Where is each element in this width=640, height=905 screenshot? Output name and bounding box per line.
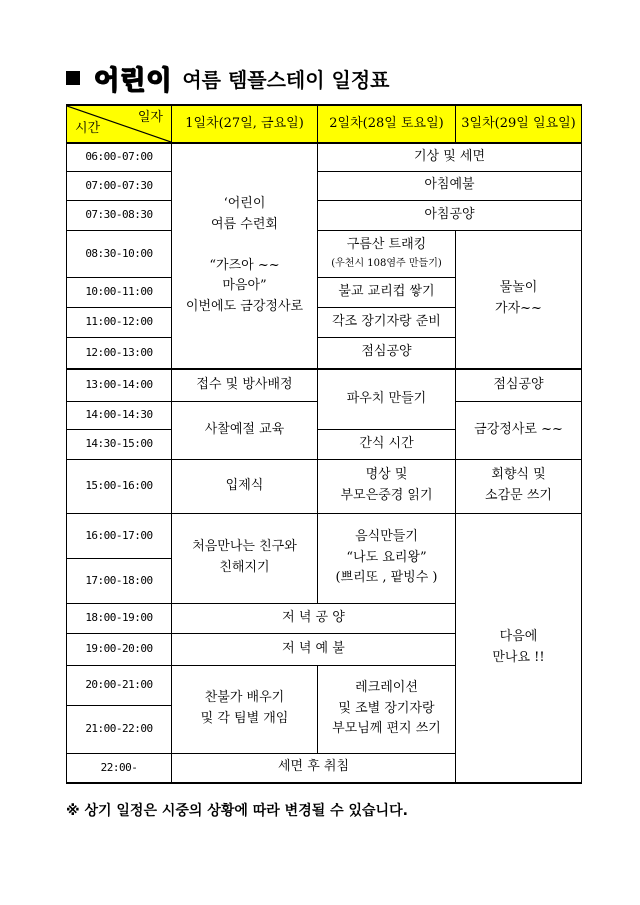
table-row	[67, 230, 582, 277]
header-row	[67, 105, 582, 143]
recreation-cell	[318, 665, 456, 753]
header-day1: 1일차(27일, 금요일)	[172, 105, 318, 143]
morning-yebul-cell: 아침예불	[318, 171, 582, 200]
square-bullet-icon	[66, 71, 80, 85]
friends-cell	[172, 513, 318, 603]
time-cell: 20:00-21:00	[67, 665, 172, 705]
cell-line: 구름산 트래킹	[346, 237, 427, 253]
header-day3: 3일차(29일 일요일)	[456, 105, 582, 143]
table-row	[67, 513, 582, 558]
chant-cell	[172, 665, 318, 753]
snack-cell: 간식 시간	[318, 429, 456, 459]
time-cell: 14:30-15:00	[67, 429, 172, 459]
cell-line: 및 조별 장기자랑	[338, 700, 435, 716]
cell-line: “나도 요리왕”	[346, 549, 427, 565]
cell-line: 부모은중경 읽기	[340, 488, 433, 503]
time-cell: 11:00-12:00	[67, 307, 172, 337]
corner-day-label: 일자	[137, 110, 163, 125]
time-cell: 13:00-14:00	[67, 369, 172, 401]
time-cell: 10:00-11:00	[67, 277, 172, 307]
table-row	[67, 200, 582, 230]
to-temple-cell: 금강정사로 ~~	[456, 401, 582, 459]
lunch-d3-cell: 점심공양	[456, 369, 582, 401]
schedule-table	[66, 104, 582, 784]
header-day2: 2일차(28일 토요일)	[318, 105, 456, 143]
time-cell: 22:00-	[67, 753, 172, 783]
cell-line: 물놀이	[499, 280, 538, 296]
page-title	[66, 58, 390, 98]
breakfast-cell: 아침공양	[318, 200, 582, 230]
cell-note: (우천시 108염주 만들기)	[331, 257, 442, 269]
time-cell: 18:00-19:00	[67, 603, 172, 633]
cell-line: ‘어린이	[223, 196, 266, 211]
time-cell: 15:00-16:00	[67, 459, 172, 513]
cell-line: 레크레이션	[355, 679, 418, 695]
cell-line: 마음아”	[222, 278, 267, 294]
pouch-cell: 파우치 만들기	[318, 369, 456, 429]
entry-cell: 입제식	[172, 459, 318, 513]
time-cell: 21:00-22:00	[67, 705, 172, 753]
time-cell: 07:30-08:30	[67, 200, 172, 230]
cell-line: 찬불가 배우기	[204, 690, 285, 706]
cell-line: 및 각 팀별 개임	[200, 711, 289, 726]
cell-line: 처음만나는 친구와	[192, 539, 297, 555]
title-text: 여름 템플스테이 일정표	[182, 67, 390, 92]
cell-line: 다음에	[499, 628, 538, 644]
time-cell: 17:00-18:00	[67, 558, 172, 603]
time-cell: 08:30-10:00	[67, 230, 172, 277]
wake-cell: 기상 및 세면	[318, 143, 582, 171]
cell-line: 가자~~	[495, 301, 542, 317]
cell-line: 회향식 및	[491, 467, 546, 483]
time-cell: 12:00-13:00	[67, 337, 172, 369]
cell-line: 음식만들기	[355, 528, 418, 544]
table-row	[67, 171, 582, 200]
cell-line: 이번에도 금강정사로	[185, 299, 304, 315]
footnote: ※ 상기 일정은 시중의 상황에 따라 변경될 수 있습니다.	[66, 803, 408, 819]
lunch-d2-cell: 점심공양	[318, 337, 456, 369]
see-you-cell	[456, 513, 582, 783]
cell-line: 여름 수련회	[211, 216, 278, 232]
cell-line: 명상 및	[365, 467, 408, 483]
d1-morning-cell	[172, 143, 318, 369]
dinner-cell: 저 녁 공 양	[172, 603, 456, 633]
cell-line: “가즈아 ~~	[209, 257, 280, 273]
title-brand: 어린이	[94, 65, 173, 96]
table-row	[67, 459, 582, 513]
table-row	[67, 369, 582, 401]
cell-line: 부모님께 편지 쓰기	[332, 721, 441, 737]
reception-cell: 접수 및 방사배정	[172, 369, 318, 401]
cooking-cell	[318, 513, 456, 603]
time-cell: 16:00-17:00	[67, 513, 172, 558]
cell-line: (쁘리또 , 팥빙수 )	[335, 570, 438, 586]
hike-cell	[318, 230, 456, 277]
cup-cell: 불교 교리컵 쌓기	[318, 277, 456, 307]
time-cell: 07:00-07:30	[67, 171, 172, 200]
time-cell: 14:00-14:30	[67, 401, 172, 429]
etiquette-cell: 사찰예절 교육	[172, 401, 318, 459]
time-cell: 19:00-20:00	[67, 633, 172, 665]
closing-cell	[456, 459, 582, 513]
table-row	[67, 143, 582, 171]
sleep-cell: 세면 후 취침	[172, 753, 456, 783]
d3-water-cell	[456, 230, 582, 369]
header-corner	[67, 105, 172, 143]
evening-yebul-cell: 저 녁 예 불	[172, 633, 456, 665]
cell-line: 소감문 쓰기	[485, 488, 552, 503]
time-cell: 06:00-07:00	[67, 143, 172, 171]
cell-line: 만나요 !!	[492, 649, 545, 665]
corner-time-label: 시간	[75, 121, 101, 137]
meditation-cell	[318, 459, 456, 513]
talent-prep-cell: 각조 장기자랑 준비	[318, 307, 456, 337]
cell-line: 친해지기	[219, 560, 270, 575]
